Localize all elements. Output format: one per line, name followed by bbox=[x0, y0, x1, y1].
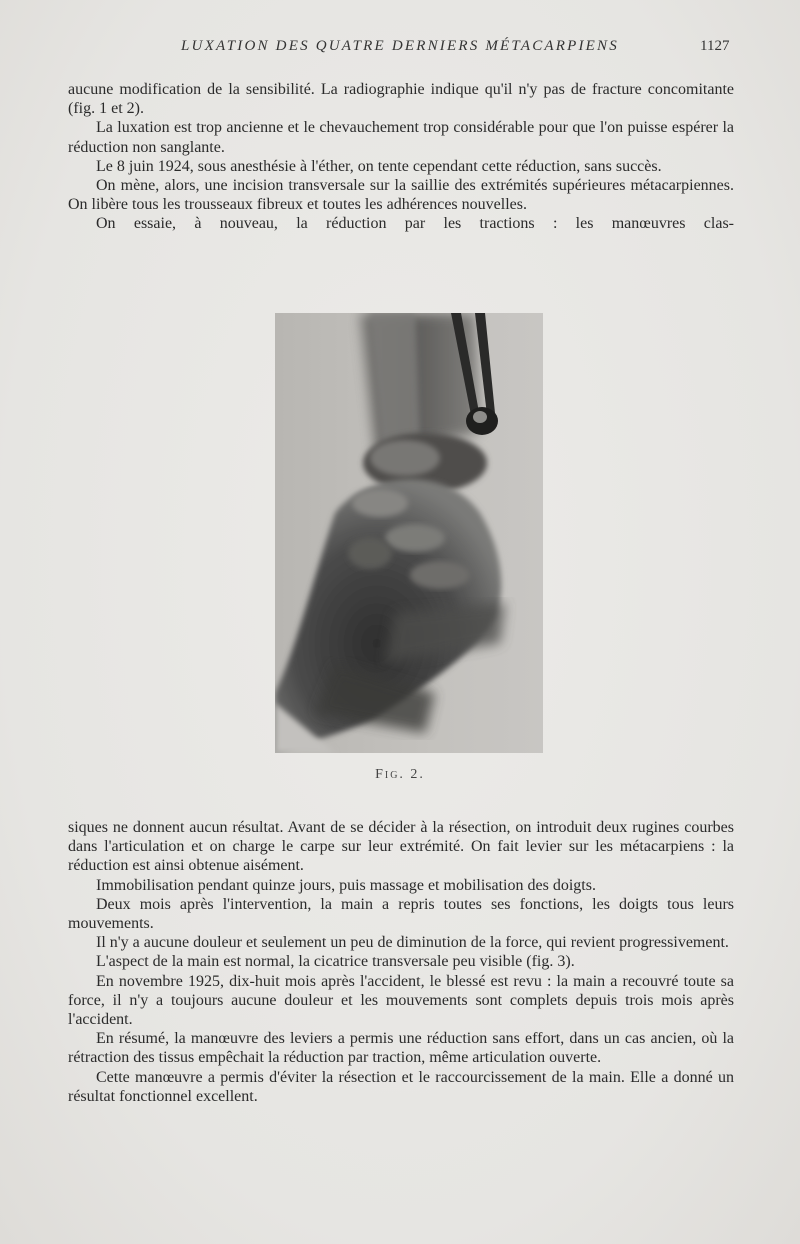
paragraph: aucune modification de la sensibilité. La radiographie indique qu'il n'y pas de fracture concomitante (fig. 1 et 2). bbox=[68, 81, 734, 118]
paragraph: L'aspect de la main est normal, la cicatrice transversale peu visible (fig. 3). bbox=[96, 953, 575, 971]
radiograph-image bbox=[275, 313, 543, 753]
text-block-top bbox=[68, 80, 734, 234]
running-title: LUXATION DES QUATRE DERNIERS MÉTACARPIENS bbox=[181, 38, 619, 54]
figure-radiograph bbox=[275, 313, 543, 753]
text-block-bottom bbox=[68, 818, 734, 1106]
paragraph: Il n'y a aucune douleur et seulement un peu de diminution de la force, qui revient progressivement. bbox=[96, 934, 729, 952]
paragraph: Deux mois après l'intervention, la main a repris toutes ses fonctions, les doigts tous leurs mouvements. bbox=[68, 895, 734, 933]
paragraph: siques ne donnent aucun résultat. Avant de se décider à la résection, on introduit deux rugines courbes dans l'articulation et on charge le carpe sur leur extrémité. On fait levier sur les métacarpiens : la réduction est ainsi obtenue aisément. bbox=[68, 819, 734, 875]
paragraph: On essaie, à nouveau, la réduction par les tractions : les manœuvres clas- bbox=[96, 215, 734, 233]
paragraph: En novembre 1925, dix-huit mois après l'accident, le blessé est revu : la main a recouvré toute sa force, il n'y a toujours aucune douleur et les mouvements sont complets depuis trois mois après l'accident. bbox=[68, 972, 734, 1029]
paragraph: Immobilisation pendant quinze jours, puis massage et mobilisation des doigts. bbox=[96, 876, 596, 894]
paragraph: La luxation est trop ancienne et le chevauchement trop considérable pour que l'on puisse espérer la réduction non sanglante. bbox=[68, 119, 734, 156]
paragraph: Le 8 juin 1924, sous anesthésie à l'éther, on tente cependant cette réduction, sans succès. bbox=[96, 157, 662, 175]
figure-caption: Fig. 2. bbox=[375, 767, 425, 782]
page-number: 1127 bbox=[700, 38, 730, 54]
paragraph: On mène, alors, une incision transversale sur la saillie des extrémités supérieures métacarpiennes. On libère tous les trousseaux fibreux et toutes les adhérences nouvelles. bbox=[68, 177, 734, 214]
paragraph: En résumé, la manœuvre des leviers a permis une réduction sans effort, dans un cas ancien, où la rétraction des tissus empêchait la réduction par traction, même articulation ouverte. bbox=[68, 1030, 734, 1067]
paragraph: Cette manœuvre a permis d'éviter la résection et le raccourcissement de la main. Elle a donné un résultat fonctionnel excellent. bbox=[68, 1068, 734, 1105]
